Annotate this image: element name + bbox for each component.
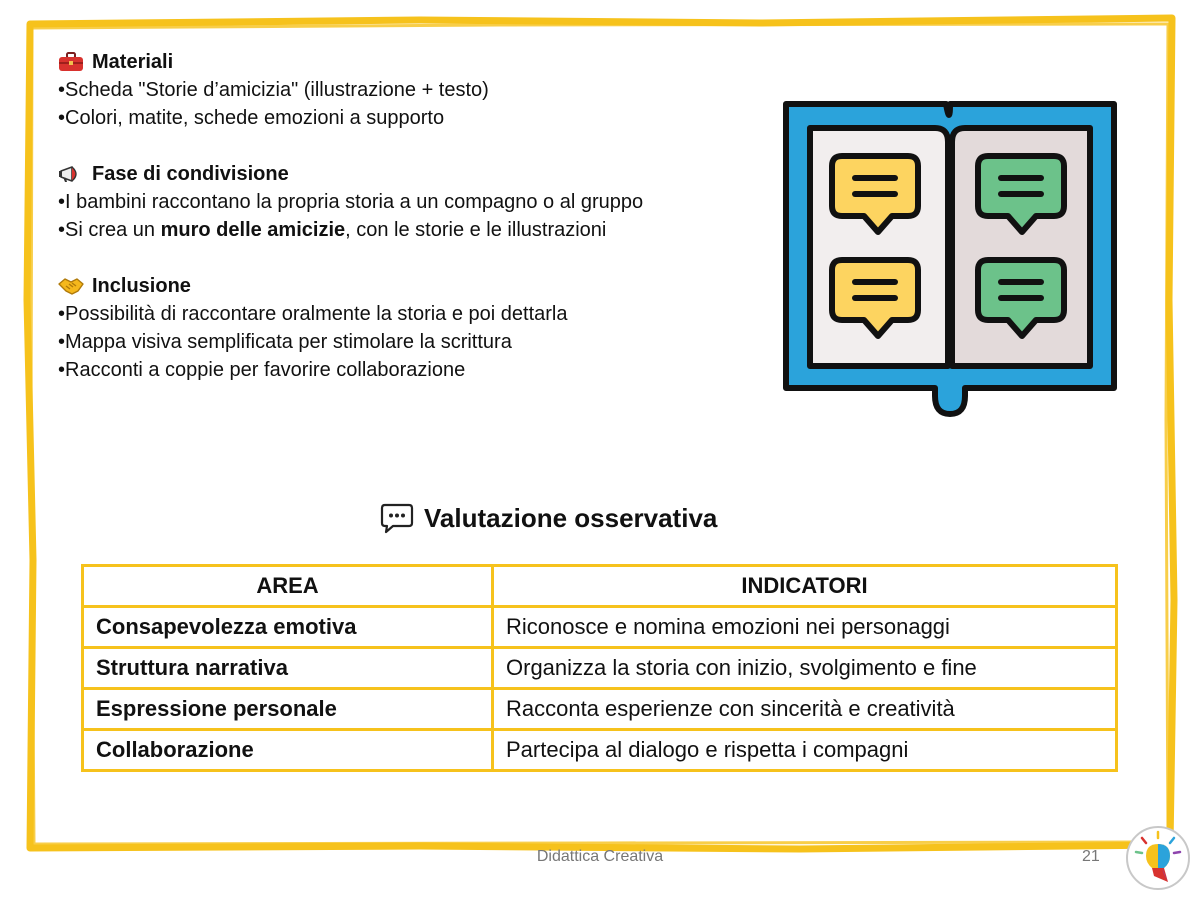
evaluation-table [81,564,1118,772]
table-cell-area: Collaborazione [83,730,493,771]
table-cell-area: Espressione personale [83,689,493,730]
content-sections [58,48,758,412]
list-item-bold-text: muro delle amicizie [160,219,346,241]
section-heading [58,272,758,300]
list-item: •Colori, matite, schede emozioni a supporto [58,107,445,129]
handshake-icon [58,274,86,298]
section-inclusione [58,272,758,384]
column-header-indicatori: INDICATORI [493,566,1117,607]
list-item-text: , con le storie e le illustrazioni [345,219,607,241]
list-item: •Racconti a coppie per favorire collaborazione [58,359,466,381]
table-row [83,730,1117,771]
table-cell-indicator: Organizza la storia con inizio, svolgimento e fine [493,648,1117,689]
table-cell-indicator: Racconta esperienze con sincerità e creatività [493,689,1117,730]
table-row [83,607,1117,648]
page-number: 21 [1082,848,1100,865]
list-item: •Mappa visiva semplificata per stimolare la scrittura [58,331,512,353]
lightbulb-logo-icon [1124,824,1192,892]
section-title: Materiali [92,50,174,73]
table-row [83,648,1117,689]
speech-bubble-icon [380,502,414,534]
list-item [58,216,758,244]
section-materiali [58,48,758,132]
evaluation-title [380,498,717,538]
table-cell-area: Struttura narrativa [83,648,493,689]
table-cell-indicator: Riconosce e nomina emozioni nei personaggi [493,607,1117,648]
section-heading [58,48,758,76]
megaphone-icon [58,162,86,186]
list-item: •I bambini raccontano la propria storia a un compagno o al gruppo [58,191,644,213]
section-title: Inclusione [92,274,191,297]
column-header-area: AREA [83,566,493,607]
table-row [83,689,1117,730]
evaluation-title-text: Valutazione osservativa [424,502,718,533]
section-heading [58,160,758,188]
toolbox-icon [58,50,86,74]
list-item: •Possibilità di raccontare oralmente la storia e poi dettarla [58,303,568,325]
table-cell-area: Consapevolezza emotiva [83,607,493,648]
section-title: Fase di condivisione [92,162,289,185]
table-header-row [83,566,1117,607]
table-cell-indicator: Partecipa al dialogo e rispetta i compagni [493,730,1117,771]
open-book-illustration [780,98,1120,420]
footer-text: Didattica Creativa [536,848,664,865]
section-condivisione [58,160,758,244]
list-item-text: •Si crea un [58,219,161,241]
list-item: •Scheda "Storie d’amicizia" (illustrazione + testo) [58,79,489,101]
